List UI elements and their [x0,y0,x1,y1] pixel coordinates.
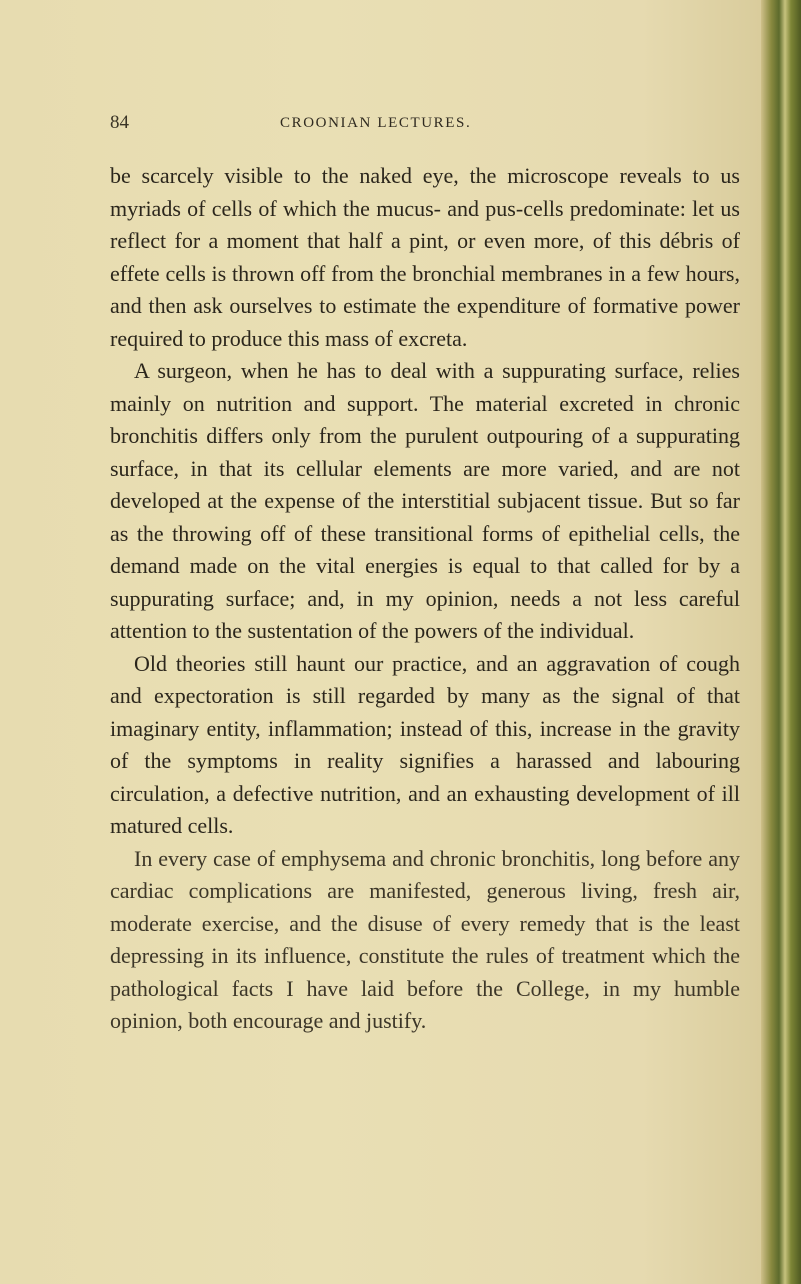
paragraph-4: In every case of emphysema and chronic bronchitis, long before any cardiac complications are manifested, generous living, fresh air, moderate exercise, and the disuse of every remedy that is the least depressing in its influence, constitute the rules of treatment which the pathological facts I have laid before the College, in my humble opinion, both encourage and justify. [110,845,740,1033]
page-edge-binding [761,0,801,1284]
paragraph-2: A surgeon, when he has to deal with a suppurating surface, relies mainly on nutrition and support. The material excreted in chronic bronchitis differs only from the purulent outpouring of a suppurating surface, in that its cellular elements are more varied, and are not developed at the expense of the interstitial subjacent tissue. But so far as the throwing off of these transitional forms of epithelial cells, the demand made on the vital energies is equal to that called for by a suppurating surface; and, in my opinion, needs a not less careful attention to the sustentation of the powers of the individual. [110,358,740,643]
page-number: 84 [110,112,129,133]
paragraph-1: be scarcely visible to the naked eye, the microscope reveals to us myriads of cells of which the mucus- and pus-cells predominate: let us reflect for a moment that half a pint, or even more, of this débris of effete cells is thrown off from the bronchial membranes in a few hours, and then ask ourselves to estimate the expenditure of formative power required to produce this mass of excreta. [110,163,740,351]
running-title: CROONIAN LECTURES. [280,115,472,131]
body-text [110,160,740,1038]
paragraph-3: Old theories still haunt our practice, and an aggravation of cough and expectoration is still regarded by many as the signal of that imaginary entity, inflammation; instead of this, increase in the gravity of the symptoms in reality signifies a harassed and labouring circulation, a defective nutrition, and an exhausting development of ill matured cells. [110,650,740,838]
page-header [110,112,730,136]
